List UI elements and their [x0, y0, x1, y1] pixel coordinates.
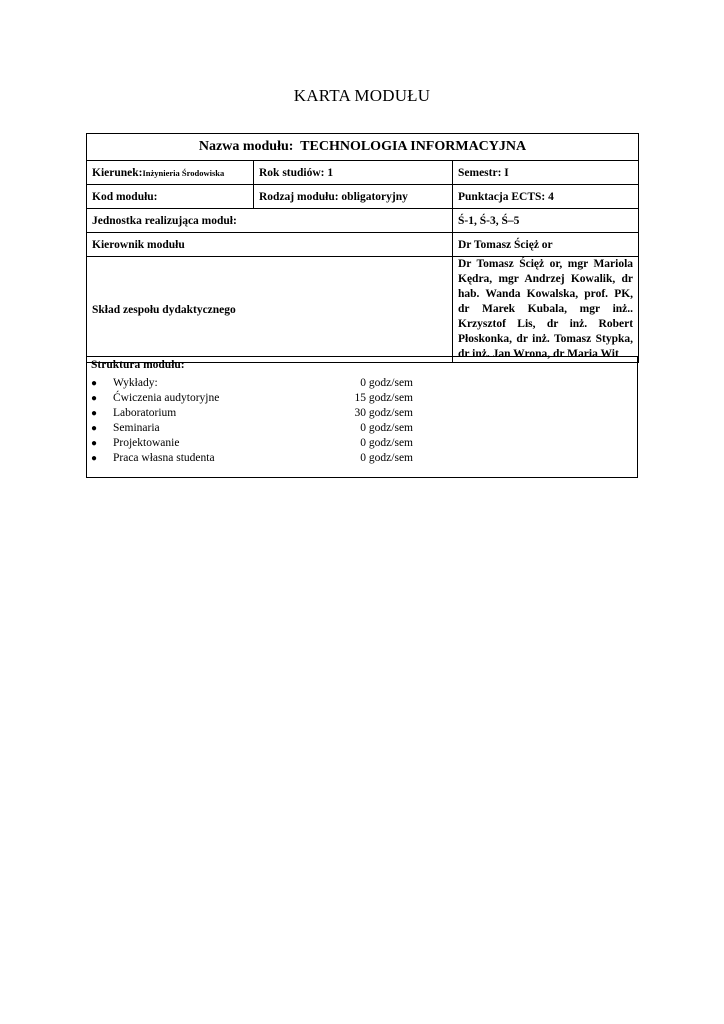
- list-item: [91, 406, 421, 421]
- bullet-icon: ●: [91, 408, 98, 419]
- manager-row: [87, 233, 639, 257]
- unit-label-cell: Jednostka realizująca moduł:: [87, 209, 453, 233]
- item-hours: 0 godz/sem: [360, 437, 413, 449]
- item-label: Wykłady:: [113, 377, 158, 389]
- structure-list: [91, 376, 421, 466]
- item-label: Ćwiczenia audytoryjne: [113, 392, 220, 404]
- list-item: [91, 451, 421, 466]
- direction-label: Kierunek:: [92, 166, 143, 179]
- bullet-icon: ●: [91, 393, 98, 404]
- module-structure-box: [86, 356, 638, 478]
- document-title: KARTA MODUŁU: [293, 86, 431, 105]
- module-name-value: TECHNOLOGIA INFORMACYJNA: [300, 139, 527, 154]
- direction-value: Inżynieria Środowiska: [142, 167, 225, 178]
- study-year-cell: Rok studiów: 1: [254, 161, 453, 185]
- module-card-table: [86, 133, 639, 363]
- ects-cell: Punktacja ECTS: 4: [453, 185, 639, 209]
- team-row: [87, 257, 639, 363]
- bullet-icon: ●: [91, 453, 98, 464]
- item-hours: 0 godz/sem: [360, 422, 413, 434]
- bullet-icon: ●: [91, 378, 98, 389]
- direction-cell: [87, 161, 254, 185]
- item-label: Seminaria: [113, 422, 160, 434]
- list-item: [91, 421, 421, 436]
- module-name-row: [87, 134, 639, 161]
- module-type-cell: Rodzaj modułu: obligatoryjny: [254, 185, 453, 209]
- bullet-icon: ●: [91, 438, 98, 449]
- item-hours: 0 godz/sem: [360, 452, 413, 464]
- manager-label-cell: Kierownik modułu: [87, 233, 453, 257]
- semester-cell: Semestr: I: [453, 161, 639, 185]
- module-name-label: Nazwa modułu:: [198, 139, 294, 154]
- direction-row: [87, 161, 639, 185]
- unit-row: [87, 209, 639, 233]
- item-hours: 0 godz/sem: [360, 377, 413, 389]
- structure-heading: Struktura modułu:: [91, 359, 185, 371]
- list-item: [91, 391, 421, 406]
- team-value-cell: Dr Tomasz Ścięż or, mgr Mariola Kędra, mgr Andrzej Kowalik, dr hab. Wanda Kowalska, prof. PK, dr Marek Kubala, mgr inż.. Krzysztof Lis, dr inż. Robert Płoskonka, dr inż. Tomasz Stypka, dr inż. Jan Wrona, dr Maria Wit: [453, 257, 639, 363]
- list-item: [91, 376, 421, 391]
- bullet-icon: ●: [91, 423, 98, 434]
- item-hours: 15 godz/sem: [354, 392, 413, 404]
- item-label: Projektowanie: [113, 437, 180, 449]
- manager-value-cell: Dr Tomasz Ścięż or: [453, 233, 639, 257]
- item-label: Praca własna studenta: [113, 452, 215, 464]
- module-code-cell: Kod modułu:: [87, 185, 254, 209]
- code-row: [87, 185, 639, 209]
- item-label: Laboratorium: [113, 407, 177, 419]
- module-name-cell: [87, 134, 639, 161]
- unit-value-cell: Ś-1, Ś-3, Ś–5: [453, 209, 639, 233]
- item-hours: 30 godz/sem: [354, 407, 413, 419]
- team-label-cell: Skład zespołu dydaktycznego: [87, 257, 453, 363]
- list-item: [91, 436, 421, 451]
